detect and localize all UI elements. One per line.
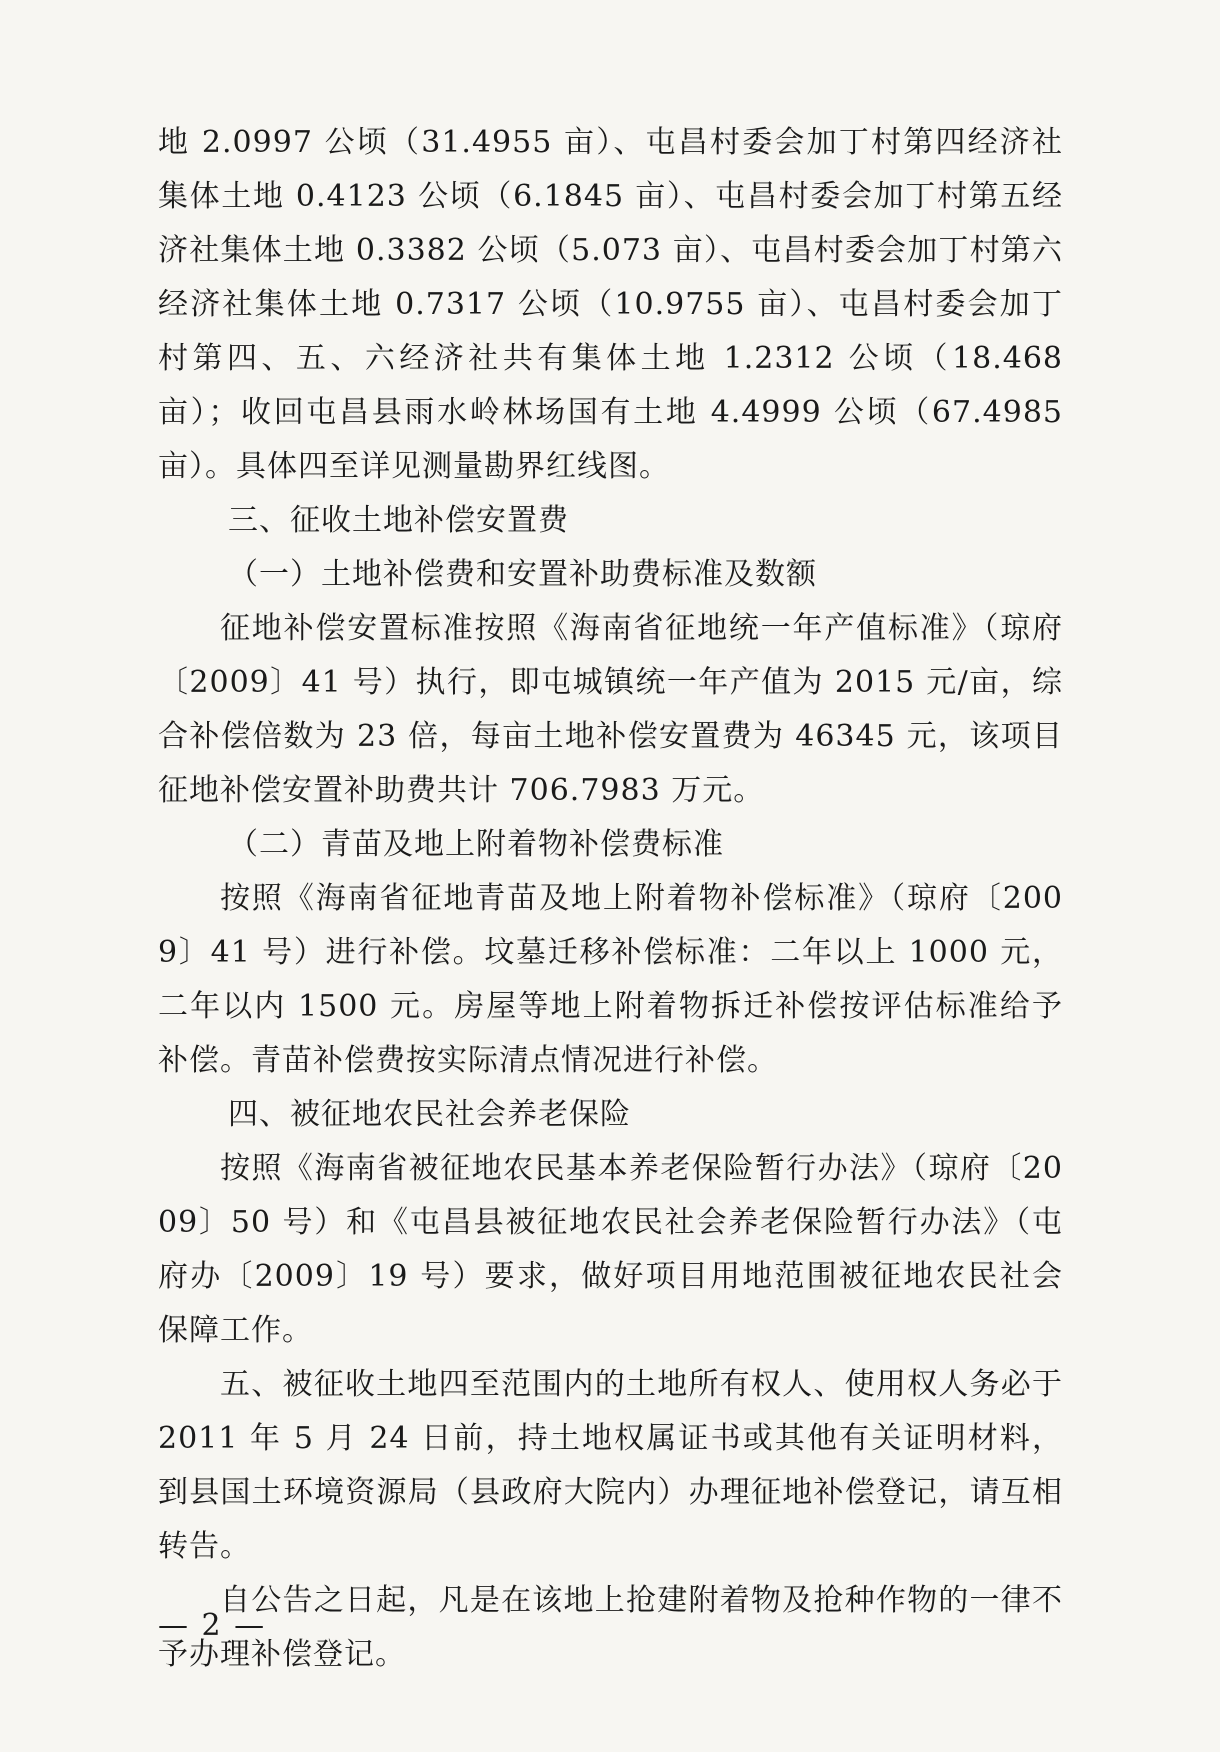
subsection-heading-crops-attachments: （二）青苗及地上附着物补偿费标准 bbox=[228, 827, 724, 862]
subsection-heading-land-compensation: （一）土地补偿费和安置补助费标准及数额 bbox=[228, 557, 817, 592]
paragraph-crops-compensation: 按照《海南省征地青苗及地上附着物补偿标准》（琼府〔2009〕41 号）进行补偿。坟墓迁移补偿标准：二年以上 1000 元，二年以内 1500 元。房屋等地上附着物拆迁补偿按评估标准给予补偿。青苗补偿费按实际清点情况进行补偿。 bbox=[158, 881, 1063, 1078]
section-heading-pension-insurance: 四、被征地农民社会养老保险 bbox=[228, 1097, 631, 1132]
paragraph-land-area: 地 2.0997 公顷（31.4955 亩）、屯昌村委会加丁村第四经济社集体土地 0.4123 公顷（6.1845 亩）、屯昌村委会加丁村第五经济社集体土地 0.3382 公顷（5.073 亩）、屯昌村委会加丁村第六经济社集体土地 0.7317 公顷（10.9755 亩）、屯昌村委会加丁村第四、五、六经济社共有集体土地 1.2312 公顷（18.468 亩）；收回屯昌县雨水岭林场国有土地 4.4999 公顷（67.4985 亩）。具体四至详见测量勘界红线图。 bbox=[158, 125, 1063, 484]
paragraph-compensation-standard: 征地补偿安置标准按照《海南省征地统一年产值标准》（琼府〔2009〕41 号）执行，即屯城镇统一年产值为 2015 元/亩，综合补偿倍数为 23 倍，每亩土地补偿安置费为 46345 元，该项目征地补偿安置补助费共计 706.7983 万元。 bbox=[158, 611, 1063, 808]
paragraph-pension-insurance: 按照《海南省被征地农民基本养老保险暂行办法》（琼府〔2009〕50 号）和《屯昌县被征地农民社会养老保险暂行办法》（屯府办〔2009〕19 号）要求，做好项目用地范围被征地农民社会保障工作。 bbox=[158, 1151, 1063, 1348]
paragraph-no-compensation-notice: 自公告之日起，凡是在该地上抢建附着物及抢种作物的一律不予办理补偿登记。 bbox=[158, 1583, 1063, 1672]
section-heading-compensation-fees: 三、征收土地补偿安置费 bbox=[228, 503, 569, 538]
paragraph-registration-deadline: 五、被征收土地四至范围内的土地所有权人、使用权人务必于 2011 年 5 月 24 日前，持土地权属证书或其他有关证明材料，到县国土环境资源局（县政府大院内）办理征地补偿登记，请互相转告。 bbox=[158, 1367, 1063, 1564]
body-text bbox=[158, 116, 1063, 1682]
page-number: — 2 — bbox=[158, 1608, 267, 1643]
